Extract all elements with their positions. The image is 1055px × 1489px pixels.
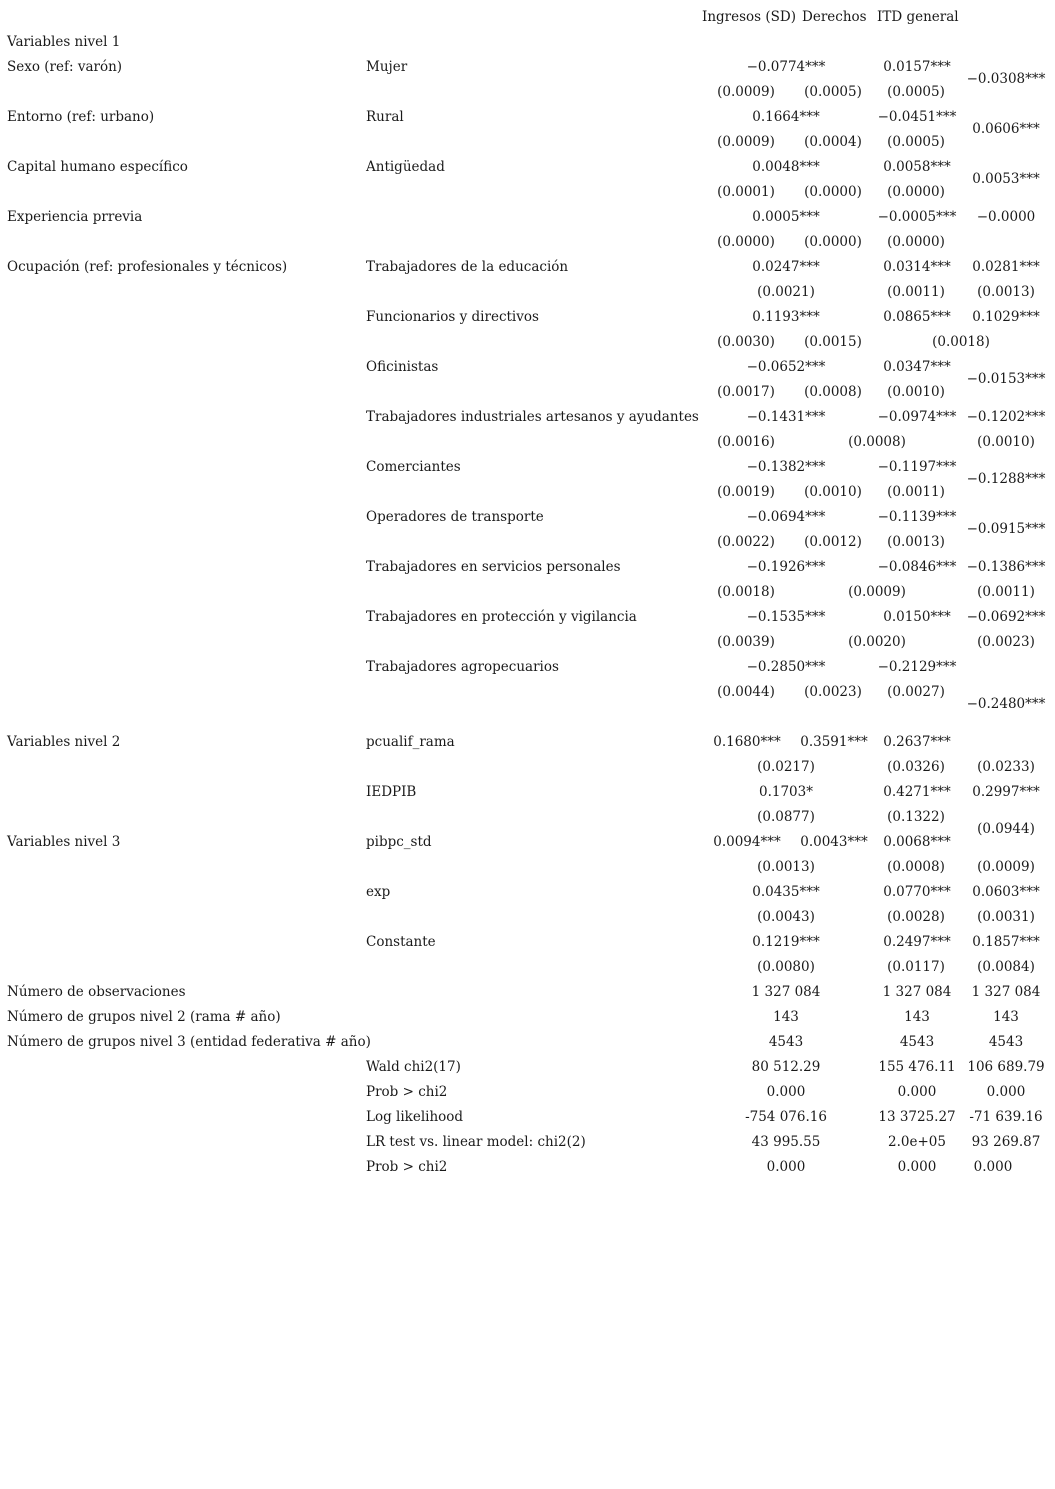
se-comerciantes-2: (0.0010) <box>804 484 862 500</box>
var-pibpc: pibpc_std <box>366 834 432 850</box>
coef-agropecuarios-ingresos: −0.2850*** <box>746 659 826 675</box>
se-industriales-2: (0.0008) <box>848 434 906 450</box>
se-transporte-2: (0.0012) <box>804 534 862 550</box>
coef-antiguedad-ingresos: 0.0048*** <box>752 159 820 175</box>
stat-grupos3-1: 4543 <box>768 1034 804 1050</box>
coef-constante-ingresos: 0.1219*** <box>752 934 820 950</box>
col-header-derechos: Derechos <box>802 9 867 25</box>
row-label-sexo: Sexo (ref: varón) <box>7 59 123 75</box>
coef-exp-ingresos: 0.0435*** <box>752 884 820 900</box>
coef-exp-derechos: 0.0770*** <box>883 884 951 900</box>
coef-agropecuarios-derechos: −0.2129*** <box>877 659 957 675</box>
coef-proteccion-ingresos: −0.1535*** <box>746 609 826 625</box>
coef-educacion-derechos: 0.0314*** <box>883 259 951 275</box>
stat-label-grupos2: Número de grupos nivel 2 (rama # año) <box>7 1009 281 1025</box>
stat-label-grupos3: Número de grupos nivel 3 (entidad federativa # año) <box>7 1034 371 1050</box>
stat-loglik-1: -754 076.16 <box>745 1109 827 1125</box>
coef-comerciantes-itd: −0.1288*** <box>966 471 1046 487</box>
se-servicios-2: (0.0009) <box>848 584 906 600</box>
se-comerciantes-3: (0.0011) <box>887 484 945 500</box>
se-exp-2: (0.0028) <box>887 909 945 925</box>
se-rural-2: (0.0004) <box>804 134 862 150</box>
coef-funcionarios-itd: 0.1029*** <box>972 309 1040 325</box>
stat-grupos2-2: 143 <box>904 1009 930 1025</box>
coef-pcualif-ingresos: 0.1680*** <box>713 734 781 750</box>
se-antiguedad-2: (0.0000) <box>804 184 862 200</box>
coef-oficinistas-derechos: 0.0347*** <box>883 359 951 375</box>
se-industriales-3: (0.0010) <box>977 434 1035 450</box>
coef-constante-derechos: 0.2497*** <box>883 934 951 950</box>
coef-iedpib-itd: 0.2997*** <box>972 784 1040 800</box>
var-constante: Constante <box>366 934 436 950</box>
se-constante-2: (0.0117) <box>887 959 945 975</box>
coef-iedpib-derechos: 0.4271*** <box>883 784 951 800</box>
coef-rural-itd: 0.0606*** <box>972 121 1040 137</box>
se-rural-3: (0.0005) <box>887 134 945 150</box>
coef-agropecuarios-itd: −0.2480*** <box>966 696 1046 712</box>
var-iedpib: IEDPIB <box>366 784 417 800</box>
var-agropecuarios: Trabajadores agropecuarios <box>366 659 559 675</box>
coef-pcualif-itd: 0.2637*** <box>883 734 951 750</box>
se-mujer-1: (0.0009) <box>717 84 775 100</box>
section-title-level2: Variables nivel 2 <box>7 734 121 750</box>
stat-wald-3: 106 689.79 <box>967 1059 1045 1075</box>
coef-proteccion-derechos: 0.0150*** <box>883 609 951 625</box>
stat-prob1-3: 0.000 <box>986 1084 1026 1100</box>
coef-industriales-ingresos: −0.1431*** <box>746 409 826 425</box>
se-transporte-3: (0.0013) <box>887 534 945 550</box>
var-transporte: Operadores de transporte <box>366 509 544 525</box>
se-agropecuarios-2: (0.0023) <box>804 684 862 700</box>
se-proteccion-2: (0.0020) <box>848 634 906 650</box>
stat-label-prob2: Prob > chi2 <box>366 1159 448 1175</box>
se-servicios-3: (0.0011) <box>977 584 1035 600</box>
coef-funcionarios-ingresos: 0.1193*** <box>752 309 820 325</box>
var-comerciantes: Comerciantes <box>366 459 461 475</box>
coef-educacion-itd: 0.0281*** <box>972 259 1040 275</box>
stat-loglik-3: -71 639.16 <box>969 1109 1043 1125</box>
coef-antiguedad-derechos: 0.0058*** <box>883 159 951 175</box>
stat-prob2-2: 0.000 <box>897 1159 937 1175</box>
se-pcualif-2: (0.0326) <box>887 759 945 775</box>
stat-label-obs: Número de observaciones <box>7 984 186 1000</box>
se-funcionarios-3: (0.0018) <box>932 334 990 350</box>
coef-comerciantes-derechos: −0.1197*** <box>877 459 957 475</box>
se-agropecuarios-1: (0.0044) <box>717 684 775 700</box>
se-experiencia-3: (0.0000) <box>887 234 945 250</box>
stat-prob1-1: 0.000 <box>766 1084 806 1100</box>
se-oficinistas-3: (0.0010) <box>887 384 945 400</box>
coef-transporte-ingresos: −0.0694*** <box>746 509 826 525</box>
col-header-ingresos: Ingresos (SD) <box>702 9 796 25</box>
var-oficinistas: Oficinistas <box>366 359 439 375</box>
col-header-itd: ITD general <box>877 9 959 25</box>
stat-grupos3-3: 4543 <box>988 1034 1024 1050</box>
stat-lrtest-1: 43 995.55 <box>751 1134 821 1150</box>
stat-wald-2: 155 476.11 <box>878 1059 956 1075</box>
var-antiguedad: Antigüedad <box>366 159 445 175</box>
se-proteccion-1: (0.0039) <box>717 634 775 650</box>
stat-label-loglik: Log likelihood <box>366 1109 464 1125</box>
coef-pcualif-derechos: 0.3591*** <box>800 734 868 750</box>
var-exp: exp <box>366 884 391 900</box>
coef-servicios-ingresos: −0.1926*** <box>746 559 826 575</box>
se-iedpib-2: (0.1322) <box>887 809 945 825</box>
se-iedpib-3: (0.0944) <box>977 821 1035 837</box>
stat-grupos2-3: 143 <box>993 1009 1019 1025</box>
coef-exp-itd: 0.0603*** <box>972 884 1040 900</box>
stat-wald-1: 80 512.29 <box>751 1059 821 1075</box>
stat-loglik-2: 13 3725.27 <box>878 1109 956 1125</box>
stat-lrtest-3: 93 269.87 <box>971 1134 1041 1150</box>
stat-grupos2-1: 143 <box>773 1009 799 1025</box>
section-title-level1: Variables nivel 1 <box>7 34 121 50</box>
se-proteccion-3: (0.0023) <box>977 634 1035 650</box>
var-funcionarios: Funcionarios y directivos <box>366 309 539 325</box>
var-servicios: Trabajadores en servicios personales <box>366 559 621 575</box>
coef-transporte-itd: −0.0915*** <box>966 521 1046 537</box>
coef-oficinistas-ingresos: −0.0652*** <box>746 359 826 375</box>
se-antiguedad-1: (0.0001) <box>717 184 775 200</box>
stat-label-prob1: Prob > chi2 <box>366 1084 448 1100</box>
se-educacion-2: (0.0011) <box>887 284 945 300</box>
coef-comerciantes-ingresos: −0.1382*** <box>746 459 826 475</box>
coef-experiencia-itd: −0.0000 <box>976 209 1036 225</box>
se-pibpc-1: (0.0013) <box>757 859 815 875</box>
stat-prob2-3: 0.000 <box>973 1159 1013 1175</box>
coef-rural-ingresos: 0.1664*** <box>752 109 820 125</box>
se-iedpib-1: (0.0877) <box>757 809 815 825</box>
se-comerciantes-1: (0.0019) <box>717 484 775 500</box>
stat-prob2-1: 0.000 <box>766 1159 806 1175</box>
var-industriales: Trabajadores industriales artesanos y ayudantes <box>366 409 699 425</box>
var-mujer: Mujer <box>366 59 408 75</box>
stat-obs-2: 1 327 084 <box>882 984 952 1000</box>
stat-obs-3: 1 327 084 <box>971 984 1041 1000</box>
coef-mujer-itd: −0.0308*** <box>966 71 1046 87</box>
coef-mujer-ingresos: −0.0774*** <box>746 59 826 75</box>
se-funcionarios-1: (0.0030) <box>717 334 775 350</box>
coef-experiencia-derechos: −0.0005*** <box>877 209 957 225</box>
se-pibpc-3: (0.0009) <box>977 859 1035 875</box>
var-pcualif: pcualif_rama <box>366 734 455 750</box>
coef-iedpib-ingresos: 0.1703* <box>759 784 813 800</box>
section-title-level3: Variables nivel 3 <box>7 834 121 850</box>
coef-transporte-derechos: −0.1139*** <box>877 509 957 525</box>
se-oficinistas-2: (0.0008) <box>804 384 862 400</box>
se-experiencia-2: (0.0000) <box>804 234 862 250</box>
se-pcualif-3: (0.0233) <box>977 759 1035 775</box>
stat-label-wald: Wald chi2(17) <box>366 1059 461 1075</box>
stat-prob1-2: 0.000 <box>897 1084 937 1100</box>
stat-lrtest-2: 2.0e+05 <box>888 1134 946 1150</box>
var-rural: Rural <box>366 109 404 125</box>
var-educacion: Trabajadores de la educación <box>366 259 569 275</box>
se-constante-3: (0.0084) <box>977 959 1035 975</box>
se-industriales-1: (0.0016) <box>717 434 775 450</box>
se-pcualif-1: (0.0217) <box>757 759 815 775</box>
se-exp-1: (0.0043) <box>757 909 815 925</box>
coef-pibpc-derechos: 0.0043*** <box>800 834 868 850</box>
coef-mujer-derechos: 0.0157*** <box>883 59 951 75</box>
coef-industriales-derechos: −0.0974*** <box>877 409 957 425</box>
stat-grupos3-2: 4543 <box>899 1034 935 1050</box>
coef-rural-derechos: −0.0451*** <box>877 109 957 125</box>
se-agropecuarios-3: (0.0027) <box>887 684 945 700</box>
se-educacion-3: (0.0013) <box>977 284 1035 300</box>
coef-educacion-ingresos: 0.0247*** <box>752 259 820 275</box>
coef-pibpc-itd: 0.0068*** <box>883 834 951 850</box>
row-label-experiencia: Experiencia prrevia <box>7 209 143 225</box>
coef-servicios-itd: −0.1386*** <box>966 559 1046 575</box>
se-educacion-1: (0.0021) <box>757 284 815 300</box>
coef-oficinistas-itd: −0.0153*** <box>966 371 1046 387</box>
coef-funcionarios-derechos: 0.0865*** <box>883 309 951 325</box>
row-label-capital: Capital humano específico <box>7 159 188 175</box>
se-constante-1: (0.0080) <box>757 959 815 975</box>
coef-pibpc-ingresos: 0.0094*** <box>713 834 781 850</box>
se-servicios-1: (0.0018) <box>717 584 775 600</box>
se-transporte-1: (0.0022) <box>717 534 775 550</box>
se-antiguedad-3: (0.0000) <box>887 184 945 200</box>
coef-constante-itd: 0.1857*** <box>972 934 1040 950</box>
coef-servicios-derechos: −0.0846*** <box>877 559 957 575</box>
coef-antiguedad-itd: 0.0053*** <box>972 171 1040 187</box>
se-pibpc-2: (0.0008) <box>887 859 945 875</box>
se-mujer-2: (0.0005) <box>804 84 862 100</box>
se-oficinistas-1: (0.0017) <box>717 384 775 400</box>
se-experiencia-1: (0.0000) <box>717 234 775 250</box>
var-proteccion: Trabajadores en protección y vigilancia <box>366 609 637 625</box>
stat-obs-1: 1 327 084 <box>751 984 821 1000</box>
se-rural-1: (0.0009) <box>717 134 775 150</box>
se-exp-3: (0.0031) <box>977 909 1035 925</box>
row-label-entorno: Entorno (ref: urbano) <box>7 109 155 125</box>
se-funcionarios-2: (0.0015) <box>804 334 862 350</box>
coef-industriales-itd: −0.1202*** <box>966 409 1046 425</box>
coef-proteccion-itd: −0.0692*** <box>966 609 1046 625</box>
se-mujer-3: (0.0005) <box>887 84 945 100</box>
coef-experiencia-ingresos: 0.0005*** <box>752 209 820 225</box>
row-label-ocupacion: Ocupación (ref: profesionales y técnicos) <box>7 259 288 275</box>
stat-label-lrtest: LR test vs. linear model: chi2(2) <box>366 1134 586 1150</box>
